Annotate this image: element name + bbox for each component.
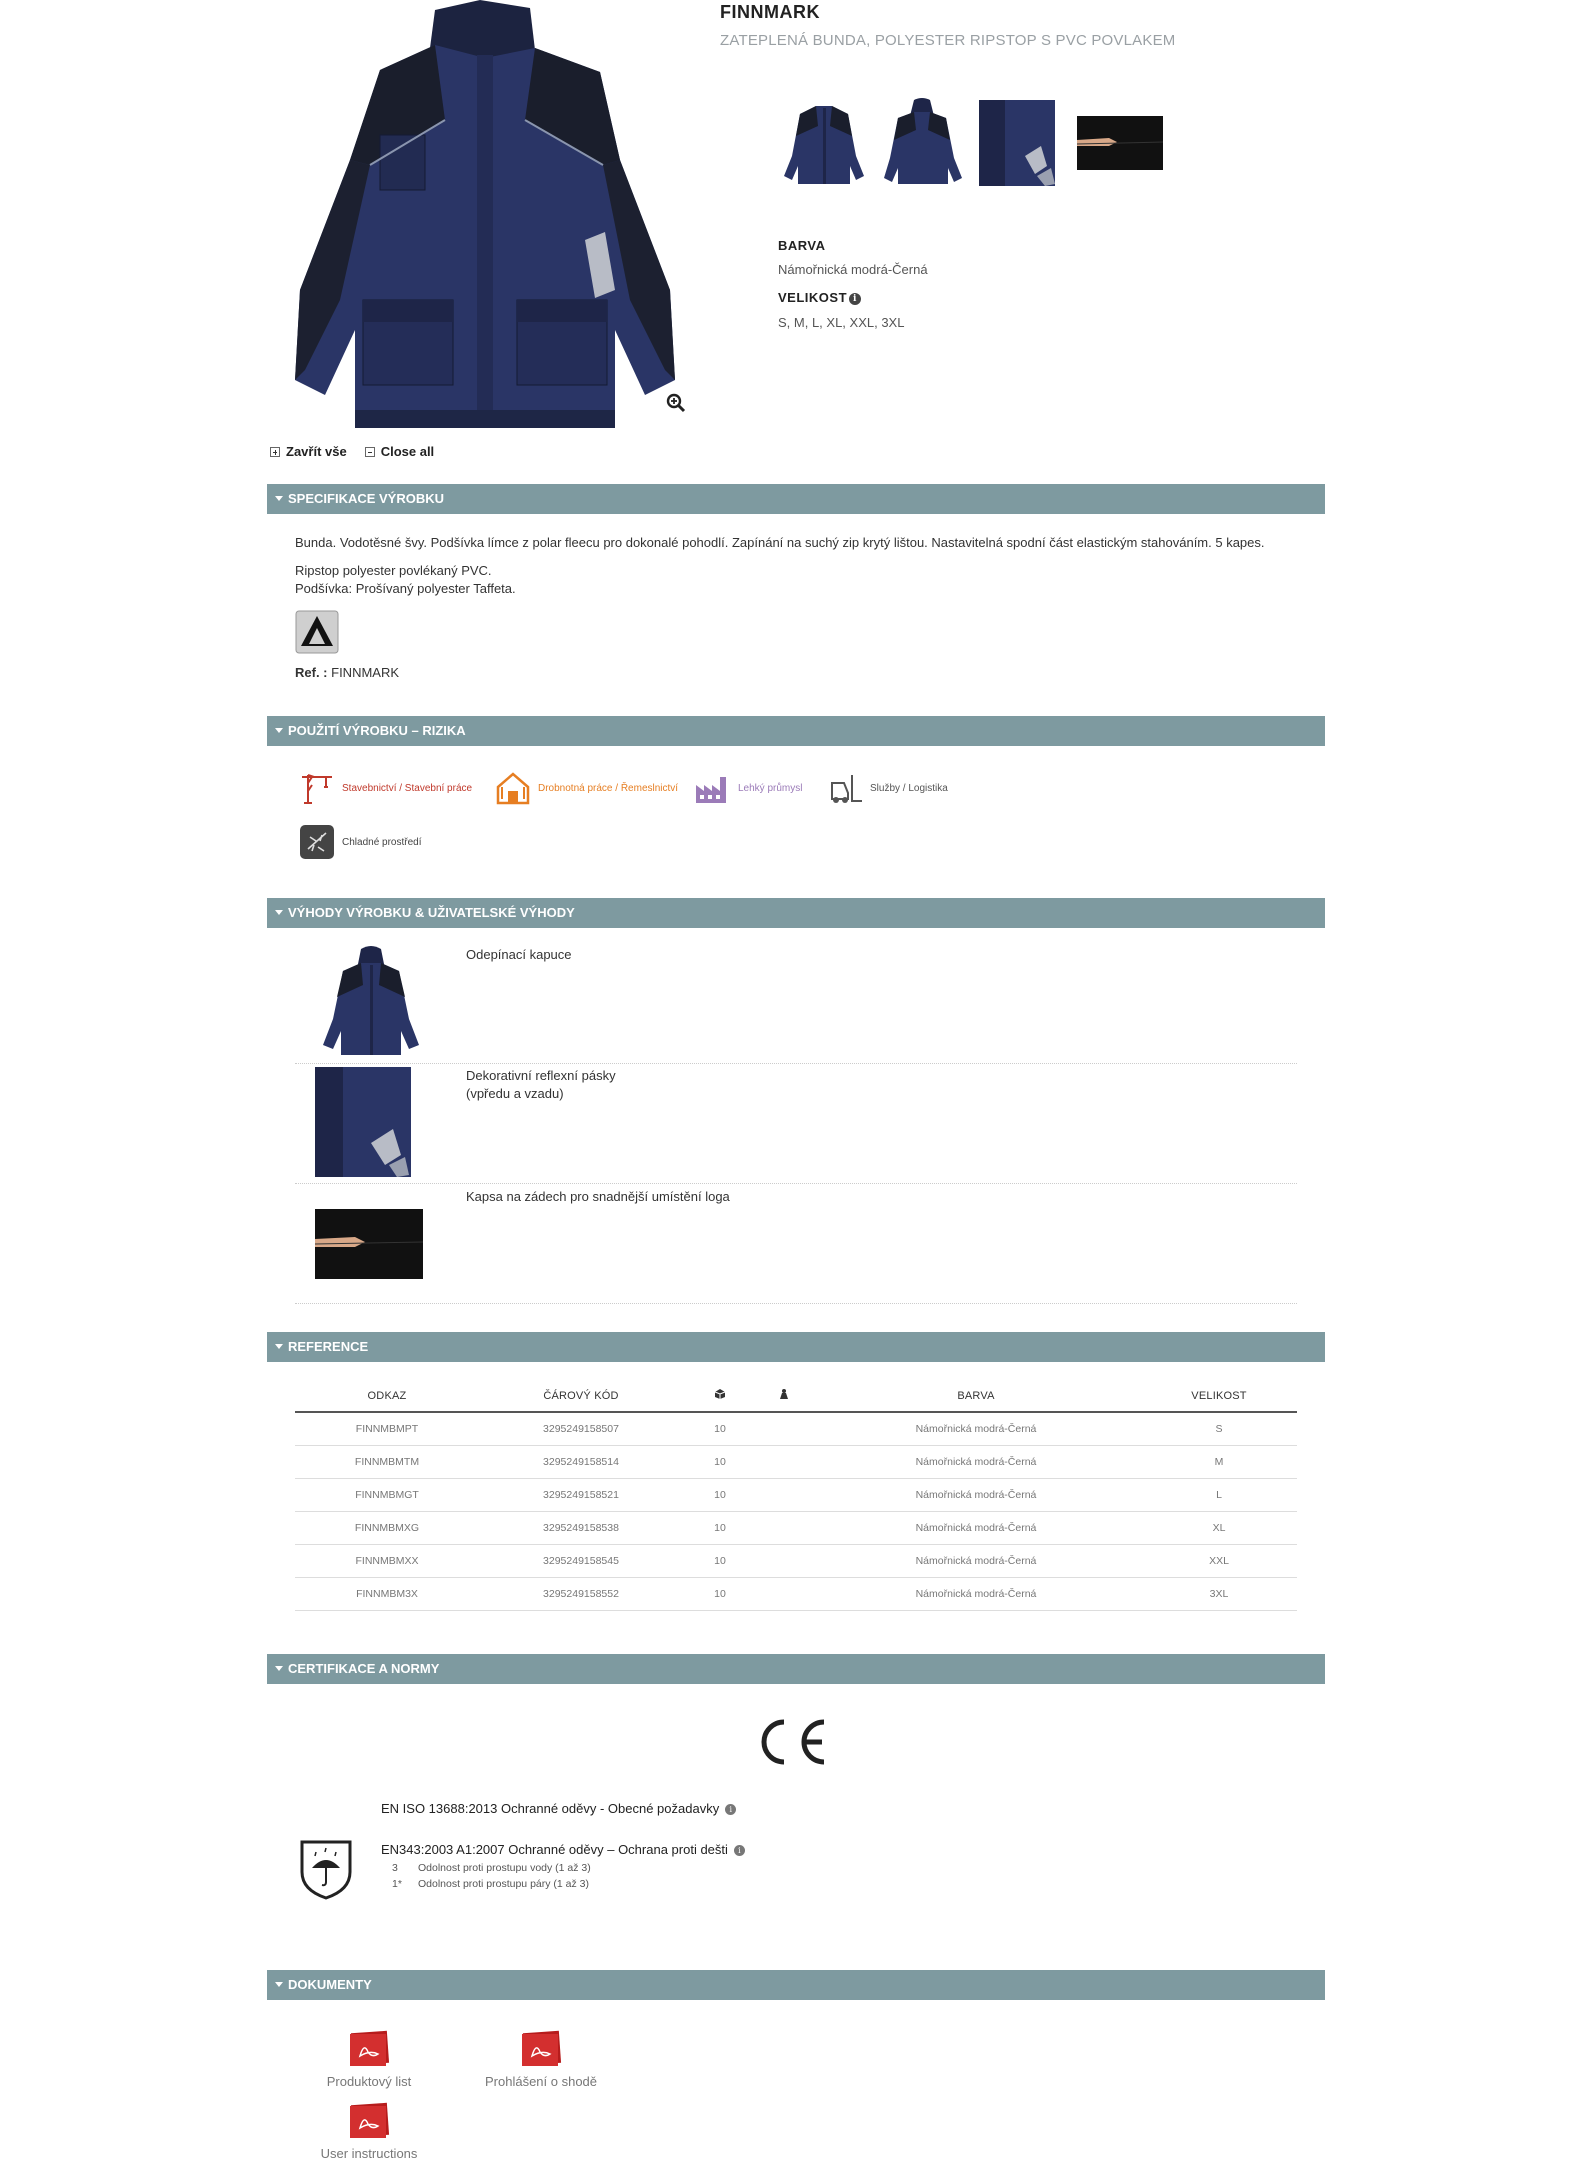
ce-mark xyxy=(752,1712,830,1772)
table-row xyxy=(295,1478,1297,1511)
snowflake-icon xyxy=(298,823,336,861)
info-icon[interactable]: i xyxy=(734,1845,745,1856)
thumbnail-front[interactable] xyxy=(778,96,870,190)
cell-barcode: 3295249158552 xyxy=(479,1577,683,1610)
document-label: Prohlášení o shodě xyxy=(484,2074,598,2089)
ref-label: Ref. : xyxy=(295,665,328,680)
caret-down-icon xyxy=(275,728,283,733)
cell-barcode: 3295249158521 xyxy=(479,1478,683,1511)
sub-text: Odolnost proti prostupu páry (1 až 3) xyxy=(418,1878,590,1890)
cell-qty: 10 xyxy=(683,1412,757,1445)
cell-size: M xyxy=(1141,1445,1297,1478)
pdf-icon xyxy=(518,2030,564,2068)
close-all-link[interactable]: Close all xyxy=(380,444,435,459)
benefit-text-2 xyxy=(466,1067,616,1103)
cell-empty xyxy=(757,1577,811,1610)
cell-ref: FINNMBMTM xyxy=(295,1445,479,1478)
ref-value: FINNMARK xyxy=(331,665,400,680)
section-reference-header[interactable] xyxy=(267,1332,1325,1362)
pdf-icon xyxy=(346,2102,392,2140)
cell-size: S xyxy=(1141,1412,1297,1445)
product-title: FINNMARK xyxy=(720,2,820,22)
risk-logistics xyxy=(826,769,948,807)
norm-2-sub-1 xyxy=(392,1862,591,1874)
benefit-image-pocket xyxy=(315,1187,427,1299)
col-header-barcode[interactable]: ČÁROVÝ KÓD xyxy=(479,1380,683,1412)
cell-qty: 10 xyxy=(683,1577,757,1610)
expand-all-icon[interactable] xyxy=(270,447,280,457)
cell-ref: FINNMBMPT xyxy=(295,1412,479,1445)
col-header-ref[interactable]: ODKAZ xyxy=(295,1380,479,1412)
sub-value: 1* xyxy=(392,1878,402,1890)
thumbnail-pocket[interactable] xyxy=(1073,96,1165,190)
spec-description: Bunda. Vodotěsné švy. Podšívka límce z polar fleecu pro dokonalé pohodlí. Zapínání na suchý zip krytý lištou. Nastavitelná spodní část elastickým stahováním. 5 kapes. xyxy=(295,535,1265,550)
cell-ref: FINNMBM3X xyxy=(295,1577,479,1610)
benefit-image-hood xyxy=(315,945,427,1057)
info-icon[interactable]: i xyxy=(725,1804,736,1815)
norm-2-sub-2 xyxy=(392,1878,589,1890)
table-row xyxy=(295,1577,1297,1610)
main-product-image[interactable] xyxy=(285,0,685,430)
benefit-text-3 xyxy=(466,1188,730,1206)
cell-size: XL xyxy=(1141,1511,1297,1544)
spec-material-1: Ripstop polyester povlékaný PVC. xyxy=(295,563,492,578)
benefit-line: (vpředu a vzadu) xyxy=(466,1086,564,1101)
norm-1 xyxy=(381,1801,736,1816)
cell-qty: 10 xyxy=(683,1478,757,1511)
col-header-color[interactable]: BARVA xyxy=(811,1380,1141,1412)
size-value: S, M, L, XL, XXL, 3XL xyxy=(778,315,905,330)
document-label: User instructions xyxy=(320,2146,418,2161)
benefit-image-reflective xyxy=(315,1067,427,1179)
cell-color: Námořnická modrá-Černá xyxy=(811,1478,1141,1511)
cell-size: L xyxy=(1141,1478,1297,1511)
cell-barcode: 3295249158545 xyxy=(479,1544,683,1577)
cell-barcode: 3295249158514 xyxy=(479,1445,683,1478)
cell-color: Námořnická modrá-Černá xyxy=(811,1445,1141,1478)
risk-label: Služby / Logistika xyxy=(870,782,948,794)
section-certs-header[interactable] xyxy=(267,1654,1325,1684)
zoom-icon[interactable] xyxy=(665,392,687,414)
table-row xyxy=(295,1511,1297,1544)
cell-barcode: 3295249158507 xyxy=(479,1412,683,1445)
risk-craft xyxy=(494,769,678,807)
section-reference-title: REFERENCE xyxy=(288,1339,369,1354)
spec-ref xyxy=(295,664,399,682)
table-header-row xyxy=(295,1380,1297,1412)
risk-label: Drobnotná práce / Řemeslnictví xyxy=(538,782,679,794)
risk-label: Lehký průmysl xyxy=(738,782,803,794)
document-product-sheet[interactable] xyxy=(284,2030,454,2089)
house-frame-icon xyxy=(494,769,532,807)
cell-qty: 10 xyxy=(683,1445,757,1478)
caret-down-icon xyxy=(275,1982,283,1987)
risk-label: Stavebnictví / Stavební práce xyxy=(342,782,473,794)
risk-cold xyxy=(298,823,422,861)
benefit-line: Dekorativní reflexní pásky xyxy=(466,1068,616,1083)
col-header-person[interactable] xyxy=(757,1380,811,1412)
cell-empty xyxy=(757,1412,811,1445)
sub-value: 3 xyxy=(392,1862,398,1874)
divider xyxy=(295,1063,1297,1064)
cell-barcode: 3295249158538 xyxy=(479,1511,683,1544)
cell-ref: FINNMBMGT xyxy=(295,1478,479,1511)
norm-2-text: EN343:2003 A1:2007 Ochranné oděvy – Ochrana proti dešti xyxy=(381,1842,728,1857)
table-row xyxy=(295,1544,1297,1577)
section-usage-title: POUŽITÍ VÝROBKU – RIZIKA xyxy=(288,723,466,738)
norm-1-text: EN ISO 13688:2013 Ochranné oděvy - Obecné požadavky xyxy=(381,1801,720,1816)
section-benefits-title: VÝHODY VÝROBKU & UŽIVATELSKÉ VÝHODY xyxy=(288,905,575,920)
cell-color: Námořnická modrá-Černá xyxy=(811,1412,1141,1445)
spec-material-2: Podšívka: Prošívaný polyester Taffeta. xyxy=(295,581,516,596)
product-subtitle: ZATEPLENÁ BUNDA, POLYESTER RIPSTOP S PVC POVLAKEM xyxy=(720,32,1176,49)
cell-color: Námořnická modrá-Černá xyxy=(811,1511,1141,1544)
color-value: Námořnická modrá-Černá xyxy=(778,262,928,277)
section-certs-title: CERTIFIKACE A NORMY xyxy=(288,1661,440,1676)
col-header-size[interactable]: VELIKOST xyxy=(1141,1380,1297,1412)
caret-down-icon xyxy=(275,910,283,915)
brand-logo xyxy=(295,610,339,654)
risk-construction xyxy=(298,769,472,807)
cell-empty xyxy=(757,1445,811,1478)
cell-color: Námořnická modrá-Černá xyxy=(811,1544,1141,1577)
thumbnail-reflective[interactable] xyxy=(975,96,1067,190)
benefit-line: Odepínací kapuce xyxy=(466,947,572,962)
factory-icon xyxy=(694,769,732,807)
document-declaration[interactable] xyxy=(456,2030,626,2089)
collapse-all-icon[interactable] xyxy=(365,447,375,457)
cell-empty xyxy=(757,1511,811,1544)
box-icon xyxy=(714,1388,726,1400)
pdf-icon xyxy=(346,2030,392,2068)
cell-size: 3XL xyxy=(1141,1577,1297,1610)
section-docs-header[interactable] xyxy=(267,1970,1325,2000)
benefit-text-1 xyxy=(466,946,572,964)
caret-down-icon xyxy=(275,1666,283,1671)
cell-empty xyxy=(757,1478,811,1511)
info-icon[interactable]: i xyxy=(849,293,861,305)
table-row xyxy=(295,1412,1297,1445)
crane-icon xyxy=(298,769,336,807)
norm-2 xyxy=(381,1842,745,1857)
benefit-line: Kapsa na zádech pro snadnější umístění loga xyxy=(466,1189,730,1204)
section-usage-header[interactable] xyxy=(267,716,1325,746)
cell-color: Námořnická modrá-Černá xyxy=(811,1577,1141,1610)
divider xyxy=(295,1303,1297,1304)
risk-label: Chladné prostředí xyxy=(342,836,422,848)
cell-qty: 10 xyxy=(683,1544,757,1577)
cell-qty: 10 xyxy=(683,1511,757,1544)
document-user-instructions[interactable] xyxy=(284,2102,454,2161)
toggle-row xyxy=(270,444,434,459)
table-row xyxy=(295,1445,1297,1478)
size-label xyxy=(778,290,861,305)
person-icon xyxy=(778,1388,790,1400)
document-label: Produktový list xyxy=(326,2074,412,2089)
section-spec-title: SPECIFIKACE VÝROBKU xyxy=(288,491,445,506)
rain-protection-shield-icon xyxy=(298,1838,354,1900)
sub-text: Odolnost proti prostupu vody (1 až 3) xyxy=(418,1862,591,1874)
thumbnail-hood[interactable] xyxy=(876,96,968,190)
cell-empty xyxy=(757,1544,811,1577)
cell-size: XXL xyxy=(1141,1544,1297,1577)
forklift-icon xyxy=(826,769,864,807)
size-label-text: VELIKOST xyxy=(778,290,848,305)
color-label: BARVA xyxy=(778,238,826,253)
cell-ref: FINNMBMXX xyxy=(295,1544,479,1577)
open-all-link[interactable]: Zavřít vše xyxy=(286,444,347,459)
risk-industry xyxy=(694,769,802,807)
divider xyxy=(295,1183,1297,1184)
caret-down-icon xyxy=(275,1344,283,1349)
reference-table xyxy=(295,1380,1297,1611)
col-header-box[interactable] xyxy=(683,1380,757,1412)
section-benefits-header[interactable] xyxy=(267,898,1325,928)
cell-ref: FINNMBMXG xyxy=(295,1511,479,1544)
section-spec-header[interactable] xyxy=(267,484,1325,514)
section-docs-title: DOKUMENTY xyxy=(288,1977,372,1992)
caret-down-icon xyxy=(275,496,283,501)
